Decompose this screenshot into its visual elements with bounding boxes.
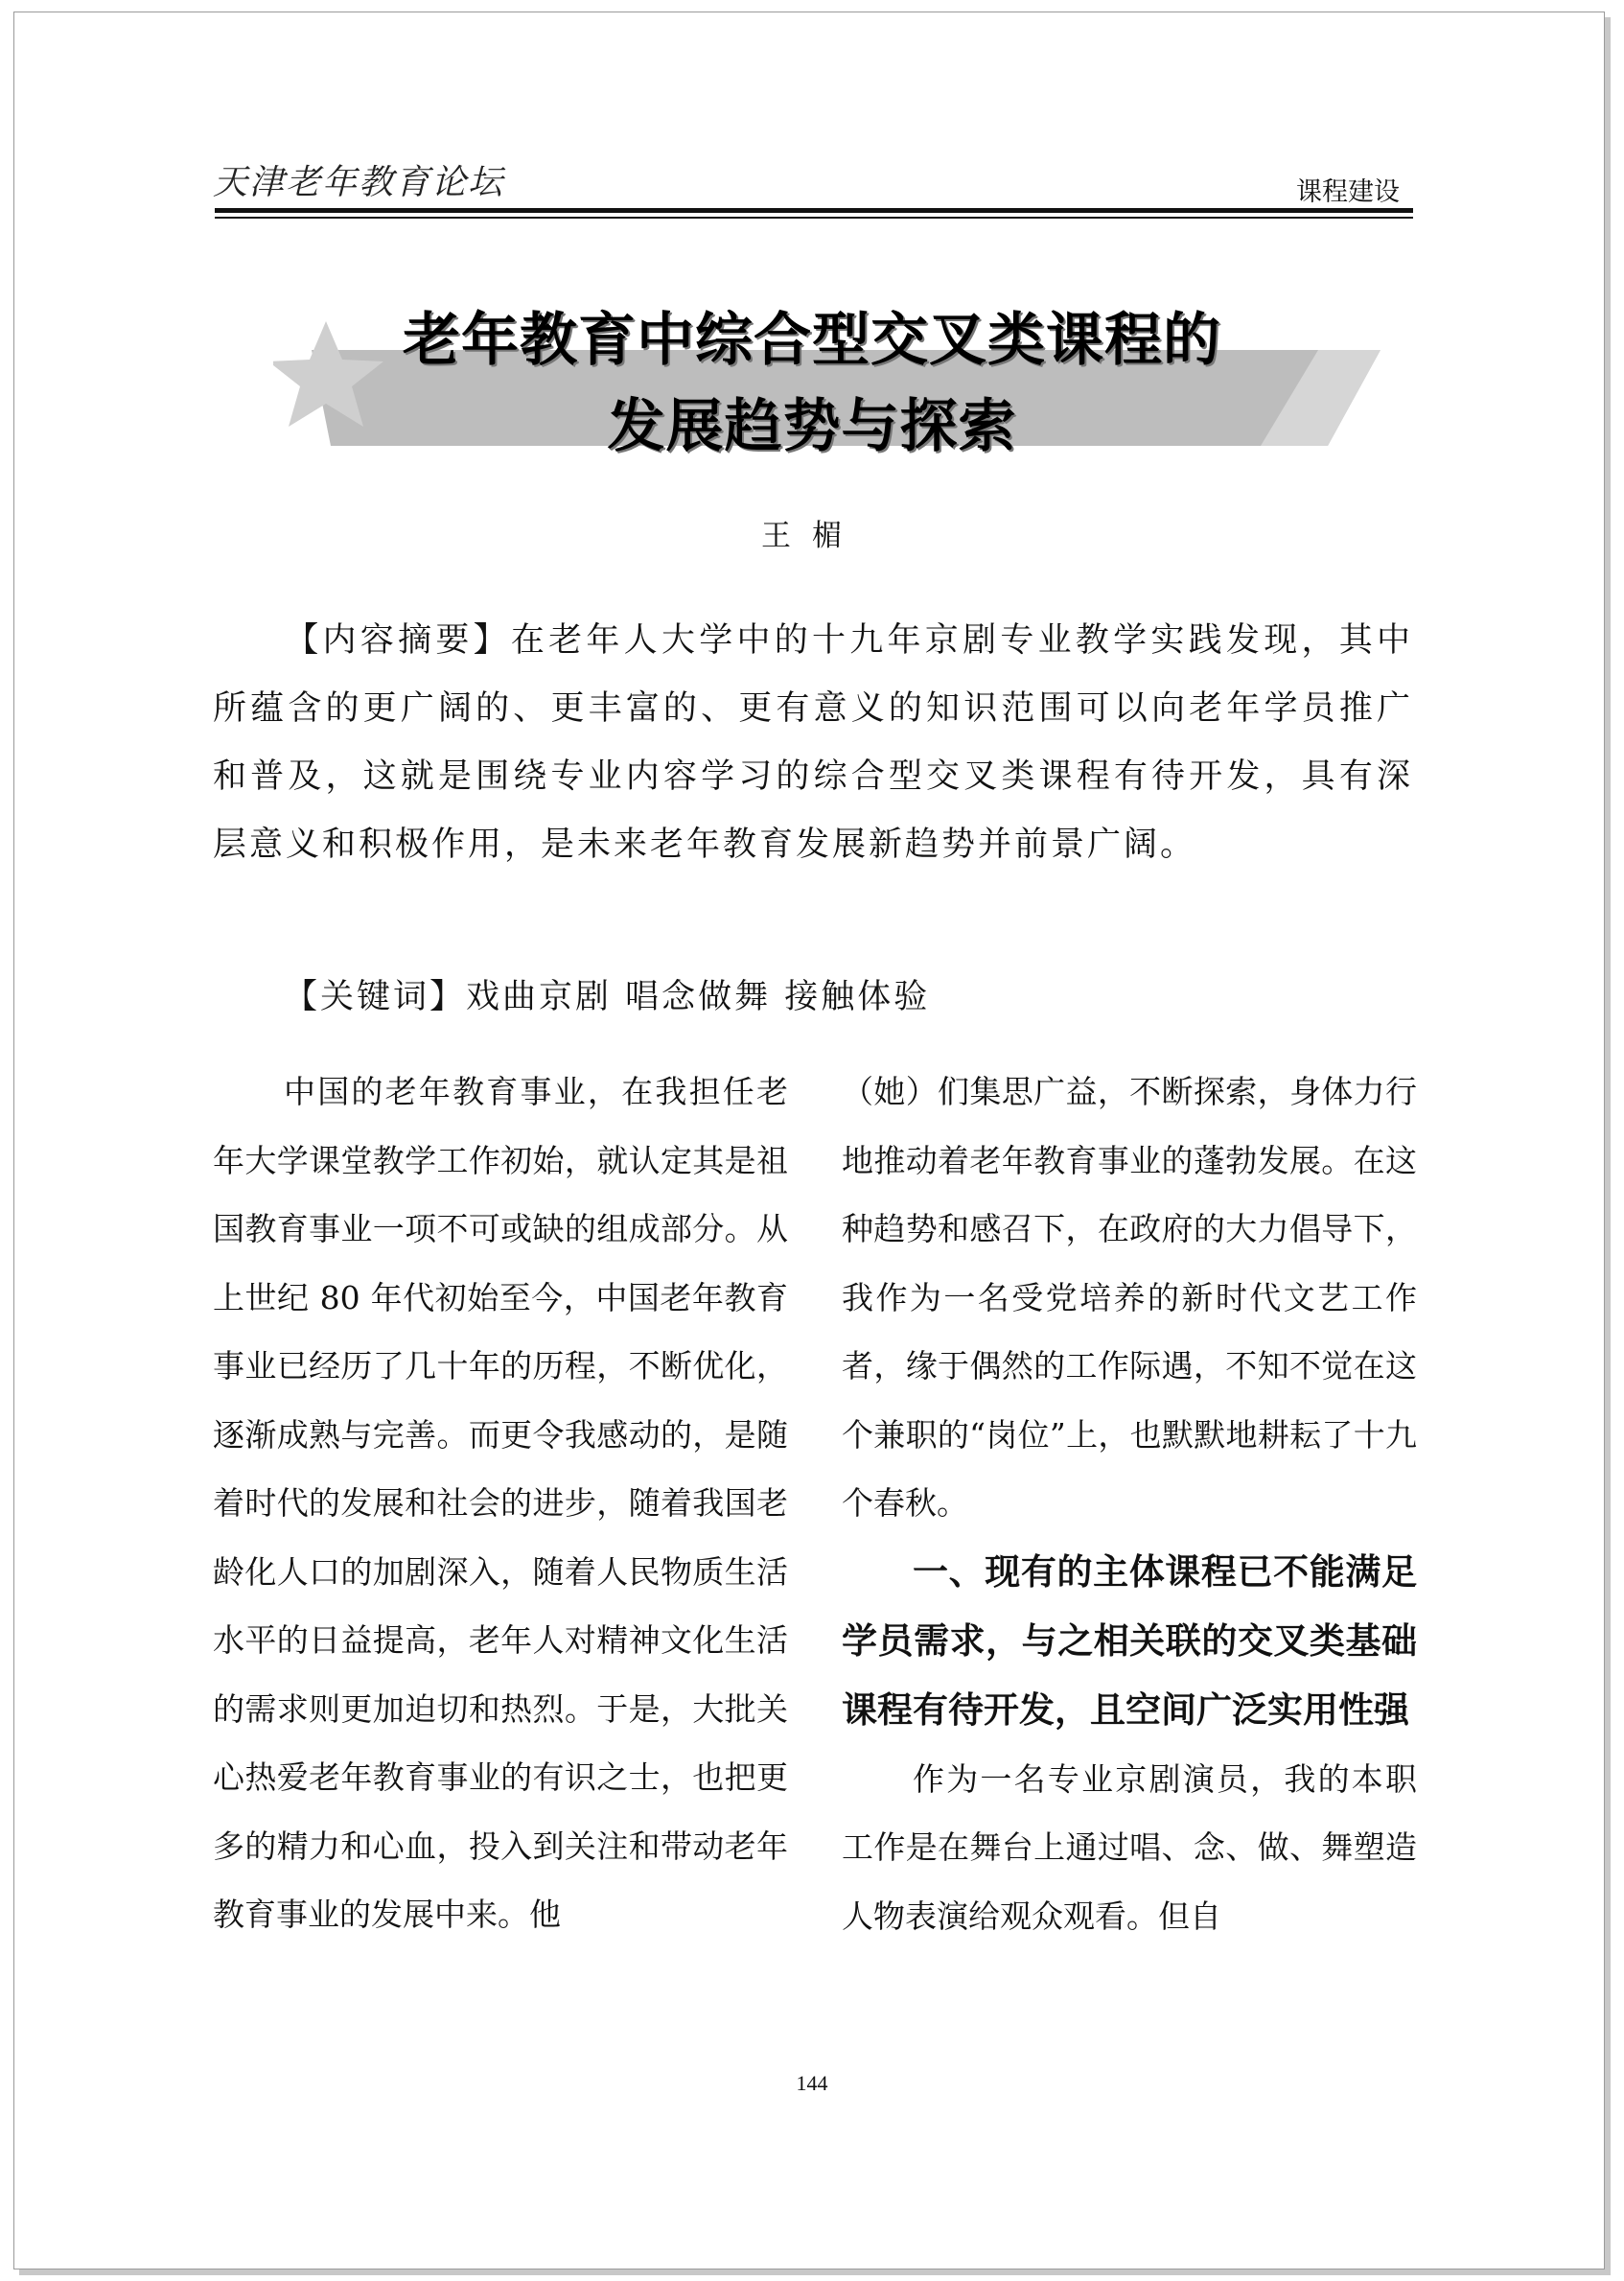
article-title (0, 297, 1624, 470)
page-number: 144 (796, 2071, 828, 2095)
abstract-label: 【内容摘要】 (284, 621, 511, 660)
body-paragraph: 作为一名专业京剧演员，我的本职工作是在舞台上通过唱、念、做、舞塑造人物表演给观众观看。但自 (842, 1759, 1417, 1935)
body-paragraph: 中国的老年教育事业，在我担任老年大学课堂教学工作初始，就认定其是祖国教育事业一项不可或缺的组成部分。从上世纪 80 年代初始至今，中国老年教育事业已经历了几十年的历程，不断优化，逐渐成熟与完善。而更令我感动的，是随着时代的发展和社会的进步，随着我国老龄化人口的加剧深入，随着人民物质生活水平的日益提高，老年人对精神文化生活的需求则更加迫切和热烈。于是，大批关心热爱老年教育事业的有识之士，也把更多的精力和心血，投入到关注和带动老年教育事业的发展中来。他 (213, 1073, 788, 1933)
abstract (213, 607, 1413, 879)
title-line: 发展趋势与探索 (607, 393, 1017, 460)
header-rule (215, 208, 1413, 213)
abstract-text: 在老年人大学中的十九年京剧专业教学实践发现，其中所蕴含的更广阔的、更丰富的、更有意义的知识范围可以向老年学员推广和普及，这就是围绕专业内容学习的综合型交叉类课程有待开发，具有深层意义和积极作用，是未来老年教育发展新趋势并前景广阔。 (213, 621, 1413, 864)
body-paragraph: （她）们集思广益，不断探索，身体力行地推动着老年教育事业的蓬勃发展。在这种趋势和感召下，在政府的大力倡导下，我作为一名受党培养的新时代文艺工作者，缘于偶然的工作际遇，不知不觉在这个兼职的“岗位”上，也默默地耕耘了十九个春秋。 (842, 1073, 1417, 1522)
section-label: 课程建设 (1296, 177, 1400, 207)
body-column-left (213, 1058, 788, 1949)
section-heading: 一、现有的主体课程已不能满足学员需求，与之相关联的交叉类基础课程有待开发，且空间广泛实用性强 (842, 1550, 1417, 1731)
author-name: 王楣 (761, 519, 863, 553)
keywords-label: 【关键词】 (284, 978, 467, 1016)
header-rule (215, 217, 1413, 219)
title-line: 老年教育中综合型交叉类课程的 (403, 307, 1221, 374)
journal-name: 天津老年教育论坛 (213, 163, 505, 202)
body-column-right (842, 1058, 1417, 1950)
keywords (284, 970, 930, 1018)
keywords-text: 戏曲京剧 唱念做舞 接触体验 (466, 978, 931, 1016)
page-shadow (19, 2269, 1611, 2275)
